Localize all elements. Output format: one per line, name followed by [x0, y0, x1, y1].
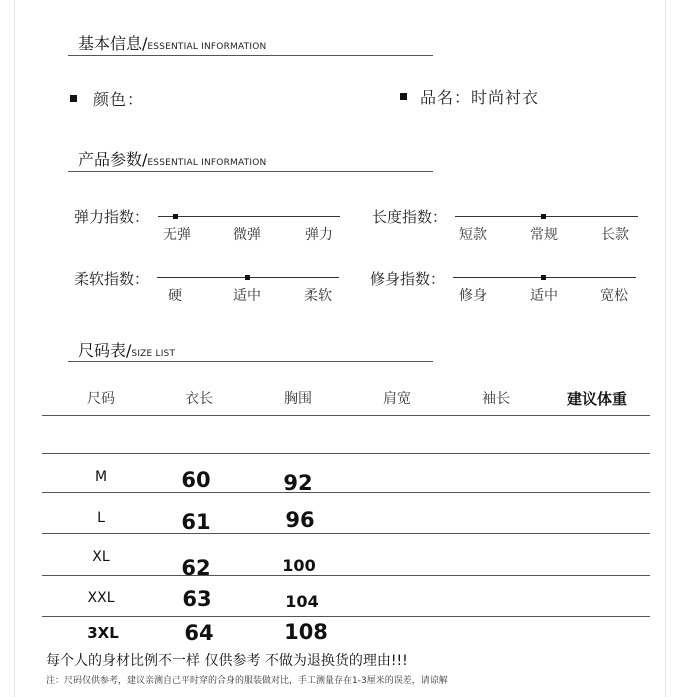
elasticity-option: 弹力 [305, 227, 333, 243]
length-scale [455, 216, 638, 217]
page-border-left [14, 0, 15, 697]
table-row-chest: 96 [285, 508, 315, 532]
softness-label: 柔软指数： [74, 270, 150, 288]
table-row-length: 62 [181, 556, 211, 580]
section-title-product-params [78, 147, 266, 170]
table-row-chest: 92 [283, 471, 313, 495]
table-row-length: 60 [181, 468, 211, 492]
table-row-chest: 104 [285, 592, 319, 611]
elasticity-label: 弹力指数： [74, 208, 150, 226]
table-row-length: 63 [182, 587, 212, 611]
length-option: 短款 [459, 227, 487, 243]
table-row-size: L [97, 510, 105, 526]
elasticity-option: 无弹 [163, 227, 191, 243]
bullet-icon [400, 93, 407, 100]
length-option: 常规 [530, 227, 558, 243]
elasticity-scale [158, 216, 340, 217]
length-option: 长款 [601, 227, 629, 243]
table-header-shoulder: 肩宽 [383, 391, 411, 407]
table-divider [42, 616, 650, 617]
fit-indicator [541, 275, 546, 280]
table-header-sleeve: 袖长 [482, 391, 510, 407]
table-header-size: 尺码 [87, 391, 115, 407]
page-border-right [665, 0, 666, 697]
section-title-size-list-en: SIZE LIST [131, 349, 176, 359]
disclaimer-small: 注：尺码仅供参考，建议亲测自己平时穿的合身的服装做对比，手工测量存在1-3厘米的误差，请谅解 [46, 676, 448, 686]
table-row-size: XL [92, 549, 110, 565]
table-row-length: 64 [184, 621, 214, 645]
length-label: 长度指数： [372, 208, 448, 226]
table-row-chest: 108 [284, 620, 328, 644]
table-divider [42, 533, 650, 534]
color-label: 颜色： [93, 90, 145, 109]
table-row-length: 61 [181, 510, 211, 534]
fit-option: 宽松 [600, 288, 628, 304]
section-title-basic-info [78, 31, 266, 54]
table-header-length: 衣长 [185, 391, 213, 407]
table-divider [42, 492, 650, 493]
table-divider [42, 575, 650, 576]
fit-label: 修身指数： [370, 270, 446, 288]
fit-option: 修身 [459, 288, 487, 304]
table-row-chest: 100 [282, 556, 316, 575]
softness-option: 硬 [168, 288, 182, 304]
bullet-icon [70, 95, 77, 102]
section-title-size-list-cn: 尺码表/ [78, 341, 132, 360]
section-title-basic-info-en: ESSENTIAL INFORMATION [147, 42, 267, 52]
table-row-size: M [94, 469, 108, 485]
section-rule [68, 55, 433, 56]
length-indicator [541, 214, 546, 219]
section-title-product-params-cn: 产品参数/ [78, 150, 148, 169]
table-row-size: XXL [87, 590, 115, 606]
section-rule [68, 361, 433, 362]
table-header-chest: 胸围 [284, 391, 312, 407]
table-header-weight: 建议体重 [566, 390, 628, 408]
table-divider [42, 415, 650, 416]
softness-option: 适中 [233, 288, 261, 304]
elasticity-option: 微弹 [233, 227, 261, 243]
section-rule [68, 171, 433, 172]
section-title-product-params-en: ESSENTIAL INFORMATION [147, 158, 267, 168]
softness-option: 柔软 [304, 288, 332, 304]
product-name: 品名：时尚衬衣 [420, 88, 540, 107]
section-title-basic-info-cn: 基本信息/ [78, 34, 148, 53]
table-divider [42, 453, 650, 454]
section-title-size-list [78, 338, 175, 361]
fit-option: 适中 [530, 288, 558, 304]
table-row-size: 3XL [87, 624, 119, 642]
elasticity-indicator [173, 214, 178, 219]
disclaimer-main: 每个人的身材比例不一样 仅供参考 不做为退换货的理由!!! [46, 653, 408, 669]
softness-indicator [245, 275, 250, 280]
